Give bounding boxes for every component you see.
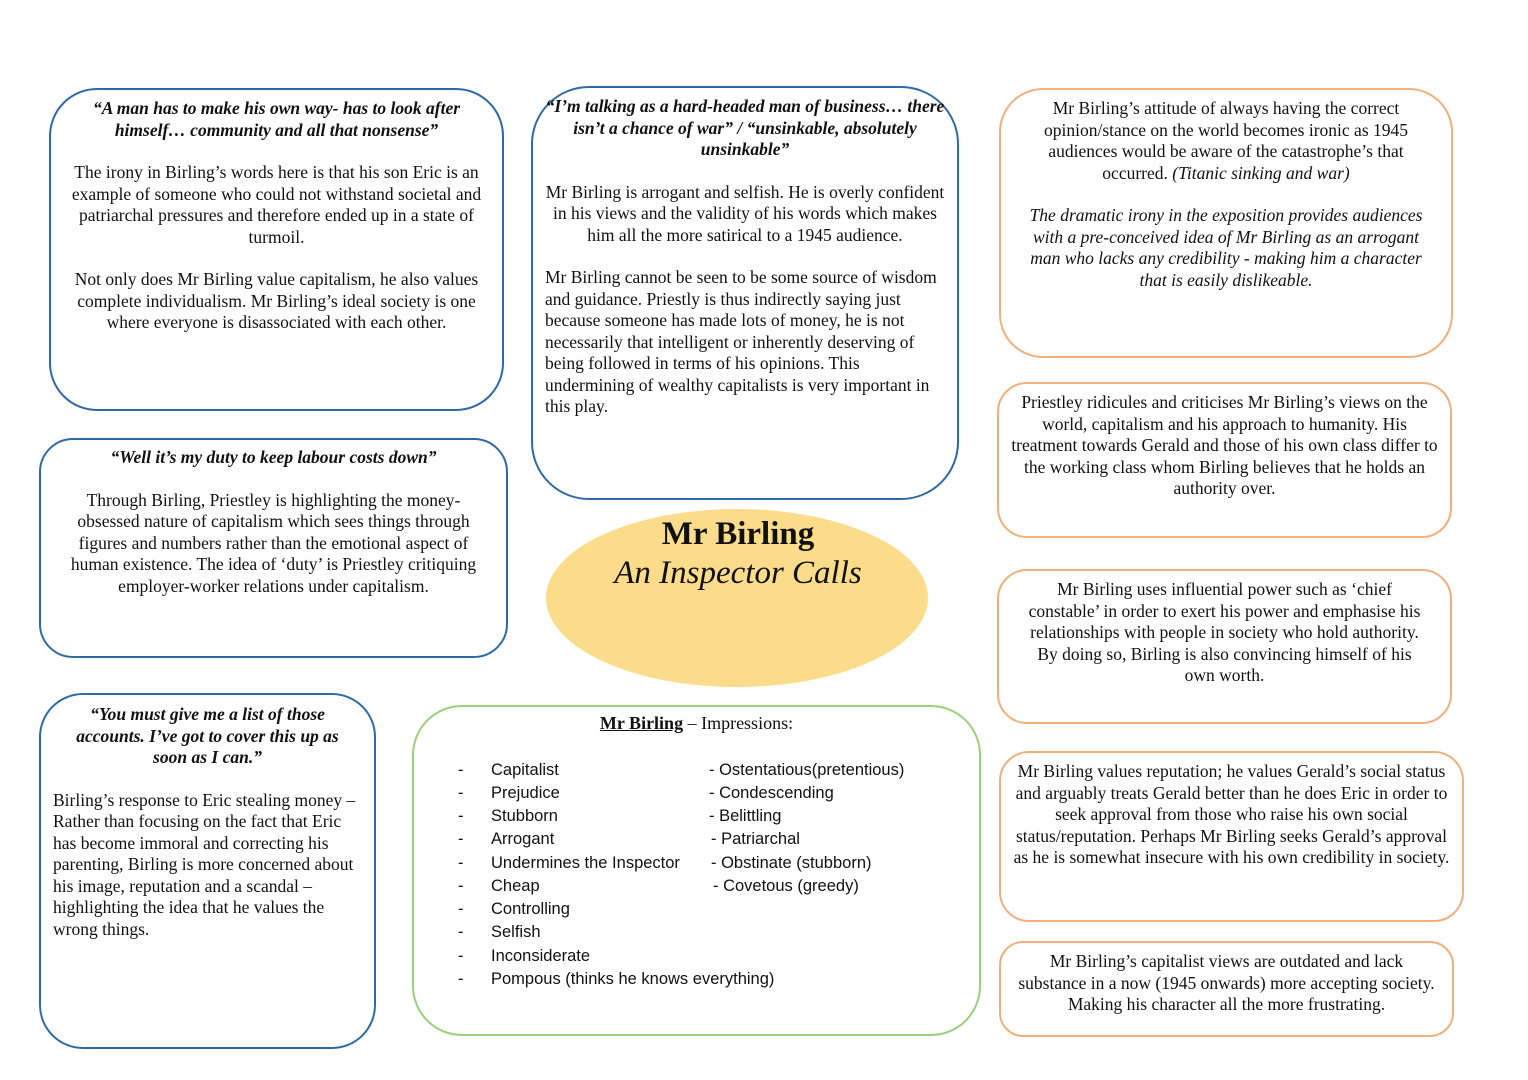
note-box-ridicule xyxy=(997,382,1452,538)
analysis-paragraph: Mr Birling cannot be seen to be some source of wisdom and guidance. Priestly is thus indirectly saying just because someone has made lots of money, he is not necessarily that intelligent or inherently deserving of being followed in terms of his opinions. This undermining of wealthy capitalists is very important in this play. xyxy=(545,267,937,416)
quote-box-own-way xyxy=(49,88,504,411)
note-paragraph: Mr Birling uses influential power such as ‘chief constable’ in order to exert his power and emphasise his relationships with people in society who hold authority. By doing so, Birling is also convincing himself of his own worth. xyxy=(1028,579,1421,685)
note-text: Mr Birling’s attitude of always having the correct opinion/stance on the world becomes ironic as 1945 audiences would be aware of the catastrophe’s that occurred. xyxy=(1043,98,1408,183)
impression-left: Selfish xyxy=(491,923,541,941)
list-item xyxy=(414,898,979,921)
list-item xyxy=(414,921,979,944)
impression-left: Inconsiderate xyxy=(491,947,591,965)
list-item xyxy=(414,782,979,805)
impression-right: - Obstinate (stubborn) xyxy=(711,854,872,872)
note-paragraph xyxy=(1021,98,1431,184)
bullet-dash: - xyxy=(458,970,464,988)
list-item xyxy=(414,805,979,828)
note-paragraph: Priestley ridicules and criticises Mr Birling’s views on the world, capitalism and his approach to humanity. His treatment towards Gerald and those of his own class differ to the working class whom Birling believes that he holds an authority over. xyxy=(1011,392,1438,498)
title-block xyxy=(560,514,916,592)
bullet-dash: - xyxy=(458,923,464,941)
bullet-dash: - xyxy=(458,761,464,779)
note-paragraph: Mr Birling values reputation; he values Gerald’s social status and arguably treats Gerald better than he does Eric in order to seek approval from those who raise his own social status/reputation. Perhaps Mr Birling seeks Gerald’s approval as he is somewhat insecure with his own credibility in society. xyxy=(1013,761,1450,867)
impression-right: - Ostentatious(pretentious) xyxy=(709,761,905,779)
list-item xyxy=(414,828,979,851)
list-item xyxy=(414,852,979,875)
bullet-dash: - xyxy=(458,947,464,965)
analysis-paragraph: Mr Birling is arrogant and selfish. He is overly confident in his views and the validity of his words which makes him all the more satirical to a 1945 audience. xyxy=(545,181,945,245)
bullet-dash: - xyxy=(458,900,464,918)
impression-left: Capitalist xyxy=(491,761,559,779)
impression-left: Arrogant xyxy=(491,830,555,848)
quote-box-hard-headed xyxy=(531,86,959,500)
bullet-dash: - xyxy=(458,877,464,895)
analysis-paragraph: The irony in Birling’s words here is that his son Eric is an example of someone who could not withstand societal and patriarchal pressures and therefore ended up in a state of turmoil. xyxy=(71,162,482,247)
note-text-italic: (Titanic sinking and war) xyxy=(1172,162,1350,183)
note-box-outdated xyxy=(999,941,1454,1037)
impressions-heading xyxy=(414,713,979,735)
impression-right: - Condescending xyxy=(709,784,834,802)
bullet-dash: - xyxy=(458,807,464,825)
impressions-heading-name: Mr Birling xyxy=(599,713,684,733)
analysis-paragraph: Not only does Mr Birling value capitalism, he also values complete individualism. Mr Birling’s ideal society is one where everyone is disassociated with each other. xyxy=(74,269,479,332)
quote-text: “You must give me a list of those accounts. I’ve got to cover this up as soon as I can.” xyxy=(76,704,339,767)
impression-right: - Covetous (greedy) xyxy=(713,877,859,895)
bullet-dash: - xyxy=(458,784,464,802)
page-subtitle: An Inspector Calls xyxy=(614,555,862,591)
impressions-box xyxy=(412,705,981,1036)
analysis-paragraph: Birling’s response to Eric stealing money – Rather than focusing on the fact that Eric has become immoral and correcting his parenting, Birling is more concerned about his image, reputation and a scandal – highlighting the idea that he values the wrong things. xyxy=(53,789,356,939)
list-item xyxy=(414,945,979,968)
impression-right: - Belittling xyxy=(709,807,782,825)
impression-left: Pompous (thinks he knows everything) xyxy=(491,970,775,988)
list-item xyxy=(414,759,979,782)
impression-left: Stubborn xyxy=(491,807,558,825)
note-box-reputation xyxy=(999,751,1464,922)
list-item xyxy=(414,875,979,898)
bullet-dash: - xyxy=(458,854,464,872)
quote-text: “Well it’s my duty to keep labour costs down” xyxy=(110,447,437,467)
note-paragraph: Mr Birling’s capitalist views are outdated and lack substance in a now (1945 onwards) more accepting society. Making his character all the more frustrating. xyxy=(1018,951,1435,1014)
quote-text: “A man has to make his own way- has to look after himself… community and all that nonsense” xyxy=(92,98,461,140)
analysis-paragraph: Through Birling, Priestley is highlighting the money-obsessed nature of capitalism which sees things through figures and numbers rather than the emotional aspect of human existence. The idea of ‘duty’ is Priestley critiquing employer-worker relations under capitalism. xyxy=(70,489,477,596)
note-paragraph-italic: The dramatic irony in the exposition provides audiences with a pre-conceived idea of Mr Birling as an arrogant man who lacks any credibility - making him a character that is easily dislikeable. xyxy=(1029,205,1423,290)
list-item xyxy=(414,968,979,991)
note-box-influence xyxy=(997,569,1452,724)
bullet-dash: - xyxy=(458,830,464,848)
impression-left: Controlling xyxy=(491,900,570,918)
quote-box-labour-costs xyxy=(39,438,508,658)
impression-left: Prejudice xyxy=(491,784,560,802)
quote-text: “I’m talking as a hard-headed man of business… there isn’t a chance of war” / “unsinkable, absolutely unsinkable” xyxy=(545,96,945,159)
page-title: Mr Birling xyxy=(661,516,815,552)
quote-box-accounts xyxy=(39,693,376,1049)
impressions-heading-rest: – Impressions: xyxy=(683,713,794,733)
impression-right: - Patriarchal xyxy=(711,830,800,848)
impression-left: Cheap xyxy=(491,877,540,895)
note-box-irony xyxy=(999,88,1453,358)
impression-left: Undermines the Inspector xyxy=(491,854,680,872)
